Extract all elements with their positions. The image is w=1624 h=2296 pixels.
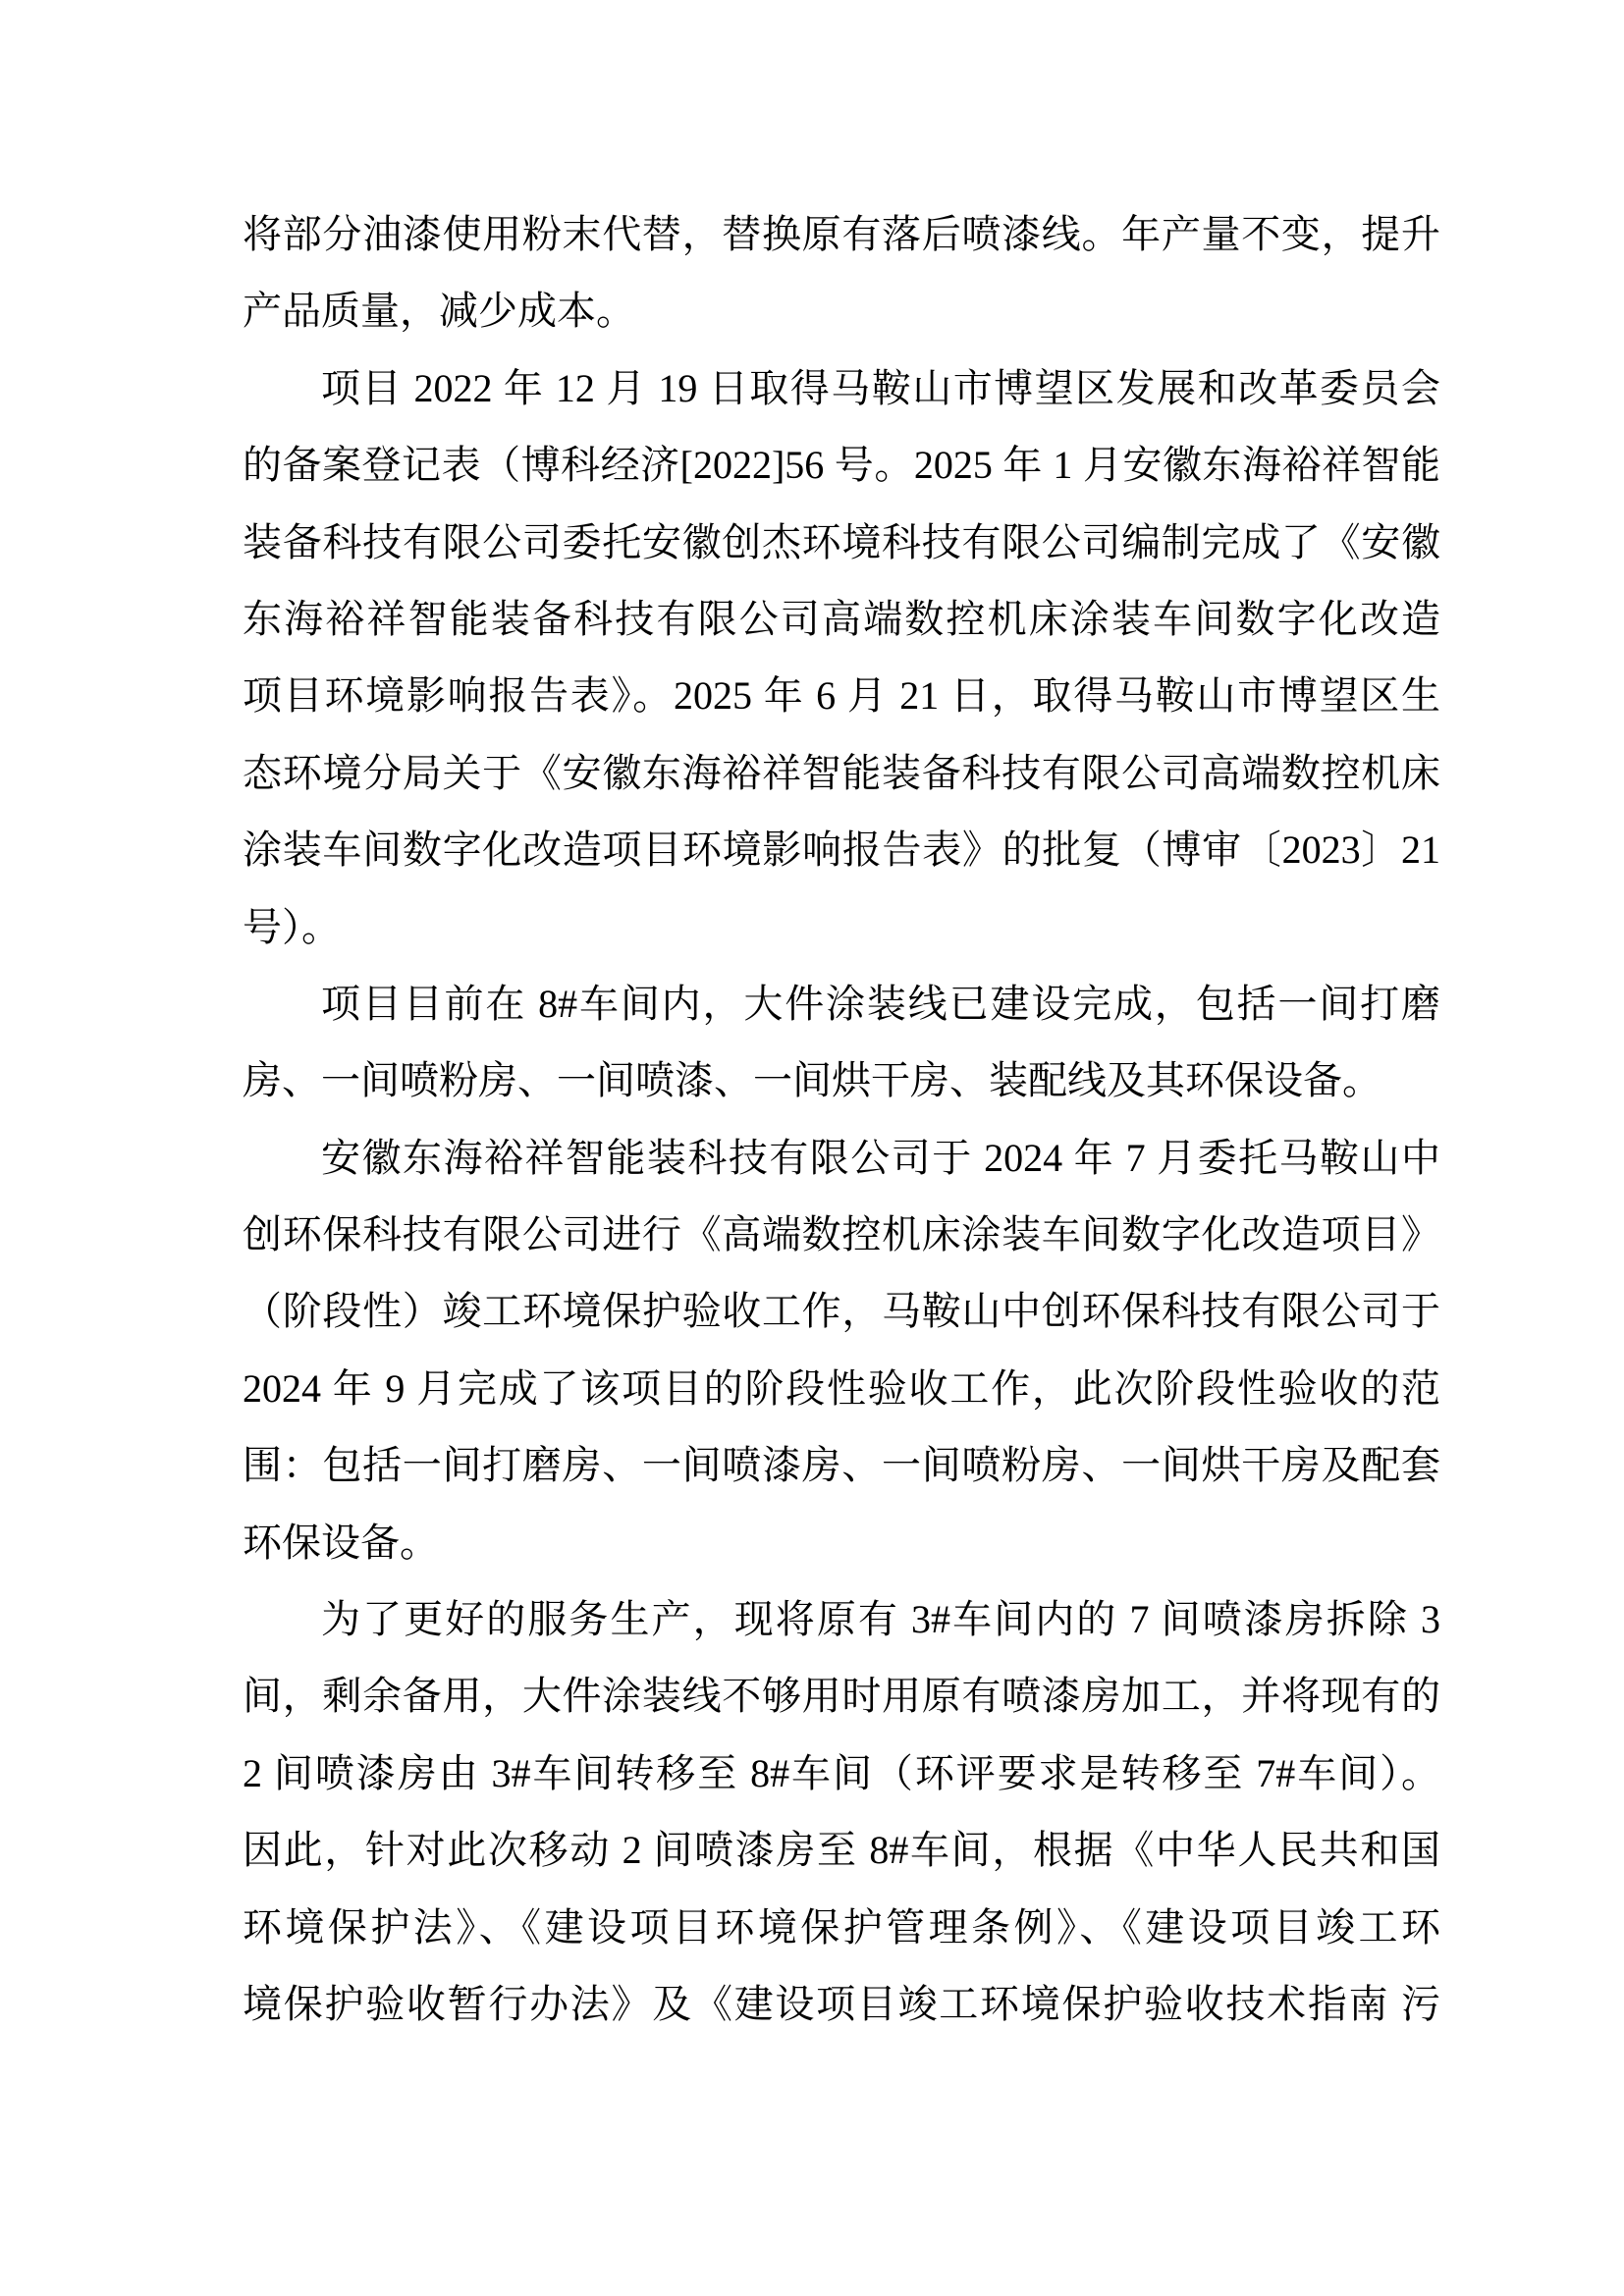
text-line: 的备案登记表（博科经济[2022]56 号。2025 年 1 月安徽东海裕祥智能 xyxy=(243,443,1440,488)
text-line: 将部分油漆使用粉末代替，替换原有落后喷漆线。年产量不变，提升 xyxy=(243,212,1440,256)
text-line: 产品质量，减少成本。 xyxy=(243,289,635,334)
text-line: 环境保护法》、《建设项目环境保护管理条例》、《建设项目竣工环 xyxy=(243,1904,1440,1949)
text-line: 因此，针对此次移动 2 间喷漆房至 8#车间，根据《中华人民共和国 xyxy=(243,1828,1440,1873)
text-line: 房、一间喷粉房、一间喷漆、一间烘干房、装配线及其环保设备。 xyxy=(243,1058,1381,1103)
paragraph xyxy=(243,1581,1440,2043)
text-line: 装备科技有限公司委托安徽创杰环境科技有限公司编制完成了《安徽 xyxy=(243,519,1440,564)
text-line: 安徽东海裕祥智能装科技有限公司于 2024 年 7 月委托马鞍山中 xyxy=(321,1135,1440,1180)
paragraph xyxy=(243,196,1440,350)
text-line: 2024 年 9 月完成了该项目的阶段性验收工作，此次阶段性验收的范 xyxy=(243,1365,1440,1411)
document-body xyxy=(243,196,1440,2043)
text-line: 环保设备。 xyxy=(243,1520,439,1565)
paragraph xyxy=(243,350,1440,966)
text-line: 创环保科技有限公司进行《高端数控机床涂装车间数字化改造项目》 xyxy=(243,1212,1440,1257)
text-line: 围：包括一间打磨房、一间喷漆房、一间喷粉房、一间烘干房及配套 xyxy=(243,1443,1440,1488)
text-line: 境保护验收暂行办法》及《建设项目竣工环境保护验收技术指南 污 xyxy=(243,1981,1440,2026)
text-line: 项目环境影响报告表》。2025 年 6 月 21 日，取得马鞍山市博望区生 xyxy=(243,673,1440,719)
text-line: 项目目前在 8#车间内，大件涂装线已建设完成，包括一间打磨 xyxy=(321,981,1440,1026)
text-line: 号）。 xyxy=(243,904,341,949)
text-line: 间，剩余备用，大件涂装线不够用时用原有喷漆房加工，并将现有的 xyxy=(243,1674,1440,1719)
text-line: 为了更好的服务生产，现将原有 3#车间内的 7 间喷漆房拆除 3 xyxy=(321,1597,1440,1642)
text-line: 涂装车间数字化改造项目环境影响报告表》的批复（博审〔2023〕21 xyxy=(243,828,1440,873)
paragraph xyxy=(243,1120,1440,1581)
text-line: 项目 2022 年 12 月 19 日取得马鞍山市博望区发展和改革委员会 xyxy=(321,365,1440,410)
text-line: 2 间喷漆房由 3#车间转移至 8#车间（环评要求是转移至 7#车间）。 xyxy=(243,1750,1440,1795)
text-line: 态环境分局关于《安徽东海裕祥智能装备科技有限公司高端数控机床 xyxy=(243,750,1440,795)
text-line: 东海裕祥智能装备科技有限公司高端数控机床涂装车间数字化改造 xyxy=(243,596,1440,641)
paragraph xyxy=(243,966,1440,1120)
text-line: （阶段性）竣工环境保护验收工作，马鞍山中创环保科技有限公司于 xyxy=(243,1289,1440,1334)
